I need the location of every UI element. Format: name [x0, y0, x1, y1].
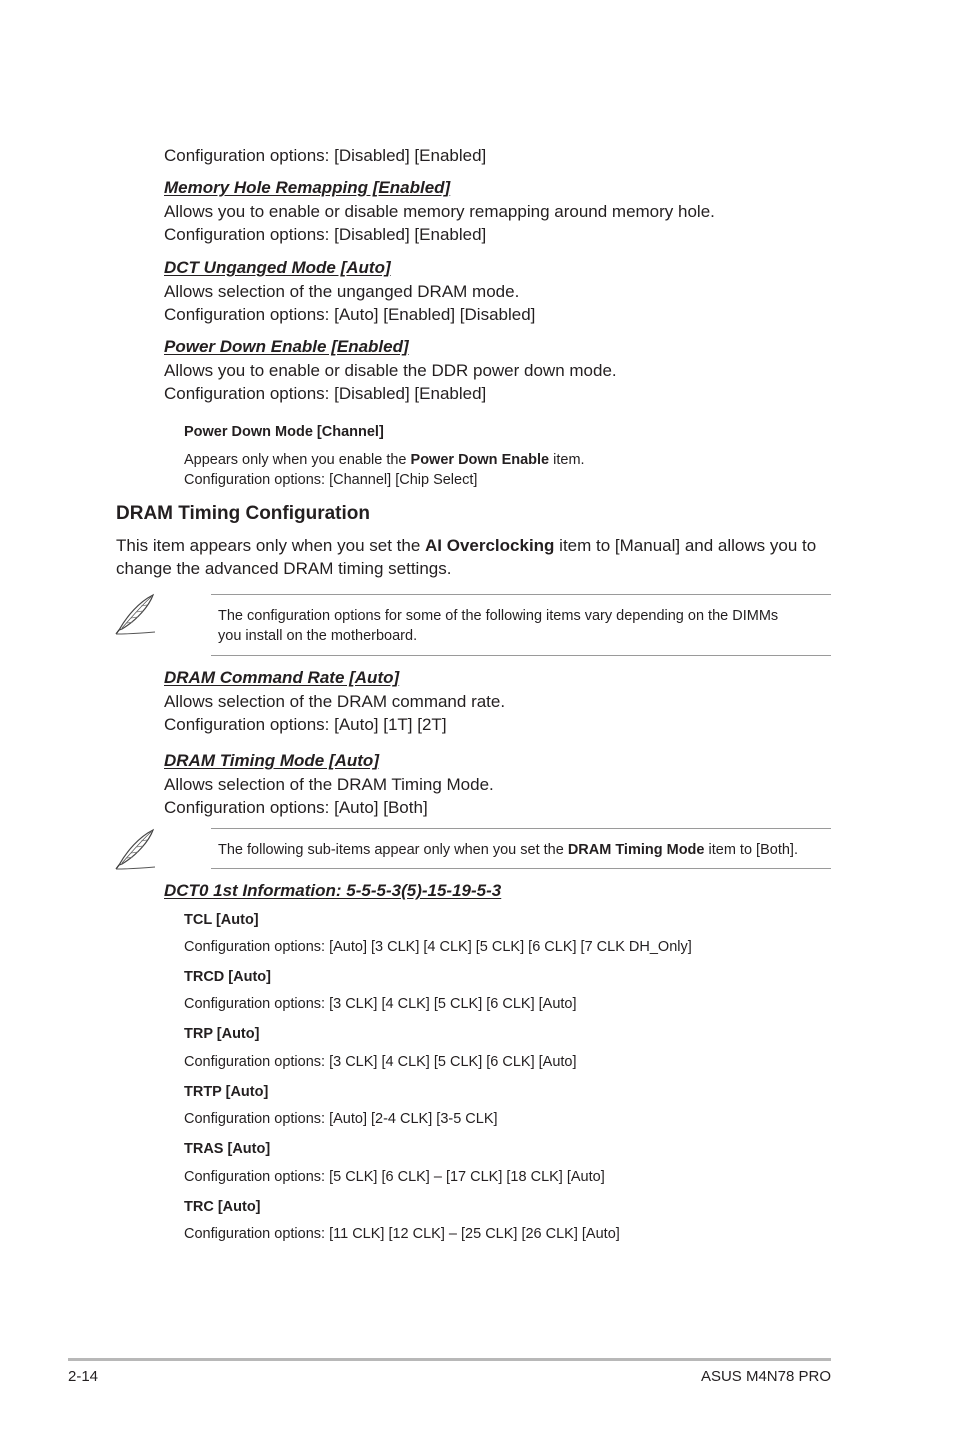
dram-timing-desc-line2: change the advanced DRAM timing settings.: [116, 559, 452, 578]
power-down-enable-options: Configuration options: [Disabled] [Enabled]: [164, 384, 487, 403]
dram-timing-desc-line1: This item appears only when you set the AI Overclocking item to [Manual] and allows you to: [116, 536, 817, 555]
trc-options: Configuration options: [11 CLK] [12 CLK] – [25 CLK] [26 CLK] [Auto]: [184, 1226, 620, 1242]
footer-rule: [68, 1358, 831, 1361]
power-down-mode-options: Configuration options: [Channel] [Chip Select]: [184, 472, 478, 488]
dram-timing-mode-options: Configuration options: [Auto] [Both]: [164, 798, 428, 817]
tras-title: TRAS [Auto]: [184, 1141, 271, 1157]
dram-timing-section-title: DRAM Timing Configuration: [116, 503, 371, 524]
product-name: ASUS M4N78 PRO: [700, 1368, 831, 1385]
note2-bottom-rule: [211, 868, 831, 869]
memory-hole-remapping-options: Configuration options: [Disabled] [Enabled]: [164, 225, 487, 244]
note1-bottom-rule: [211, 655, 831, 656]
trc-title: TRC [Auto]: [184, 1199, 261, 1215]
dct-unganged-mode-title: DCT Unganged Mode [Auto]: [164, 258, 391, 277]
memory-hole-remapping-title: Memory Hole Remapping [Enabled]: [164, 178, 451, 197]
note-pen-icon: [113, 827, 159, 871]
dct-unganged-mode-options: Configuration options: [Auto] [Enabled] [Disabled]: [164, 305, 536, 324]
dram-command-rate-options: Configuration options: [Auto] [1T] [2T]: [164, 715, 447, 734]
note1-line1: The configuration options for some of the following items vary depending on the DIMMs: [218, 608, 779, 624]
trtp-options: Configuration options: [Auto] [2-4 CLK] [3-5 CLK]: [184, 1111, 498, 1127]
power-down-mode-title: Power Down Mode [Channel]: [184, 424, 384, 440]
dram-timing-mode-desc: Allows selection of the DRAM Timing Mode.: [164, 775, 494, 794]
trcd-title: TRCD [Auto]: [184, 969, 271, 985]
dram-timing-mode-title: DRAM Timing Mode [Auto]: [164, 751, 379, 770]
trcd-options: Configuration options: [3 CLK] [4 CLK] [5 CLK] [6 CLK] [Auto]: [184, 996, 577, 1012]
power-down-mode-desc: Appears only when you enable the Power Down Enable item.: [184, 452, 585, 468]
intro-options: Configuration options: [Disabled] [Enabled]: [164, 146, 487, 165]
dram-command-rate-title: DRAM Command Rate [Auto]: [164, 668, 400, 687]
power-down-enable-title: Power Down Enable [Enabled]: [164, 337, 409, 356]
dct-unganged-mode-desc: Allows selection of the unganged DRAM mode.: [164, 282, 520, 301]
trp-options: Configuration options: [3 CLK] [4 CLK] [5 CLK] [6 CLK] [Auto]: [184, 1054, 577, 1070]
tcl-title: TCL [Auto]: [184, 912, 259, 928]
note1-top-rule: [211, 594, 831, 595]
tcl-options: Configuration options: [Auto] [3 CLK] [4 CLK] [5 CLK] [6 CLK] [7 CLK DH_Only]: [184, 939, 692, 955]
dct0-information-title: DCT0 1st Information: 5-5-5-3(5)-15-19-5-3: [164, 881, 502, 900]
dram-command-rate-desc: Allows selection of the DRAM command rate.: [164, 692, 506, 711]
tras-options: Configuration options: [5 CLK] [6 CLK] – [17 CLK] [18 CLK] [Auto]: [184, 1169, 605, 1185]
power-down-enable-desc: Allows you to enable or disable the DDR power down mode.: [164, 361, 617, 380]
page-number: 2-14: [68, 1368, 99, 1385]
note-pen-icon: [113, 592, 159, 636]
note2-text: The following sub-items appear only when you set the DRAM Timing Mode item to [Both].: [218, 842, 798, 858]
note2-top-rule: [211, 828, 831, 829]
note1-line2: you install on the motherboard.: [218, 628, 418, 644]
trp-title: TRP [Auto]: [184, 1026, 260, 1042]
memory-hole-remapping-desc: Allows you to enable or disable memory remapping around memory hole.: [164, 202, 715, 221]
trtp-title: TRTP [Auto]: [184, 1084, 269, 1100]
